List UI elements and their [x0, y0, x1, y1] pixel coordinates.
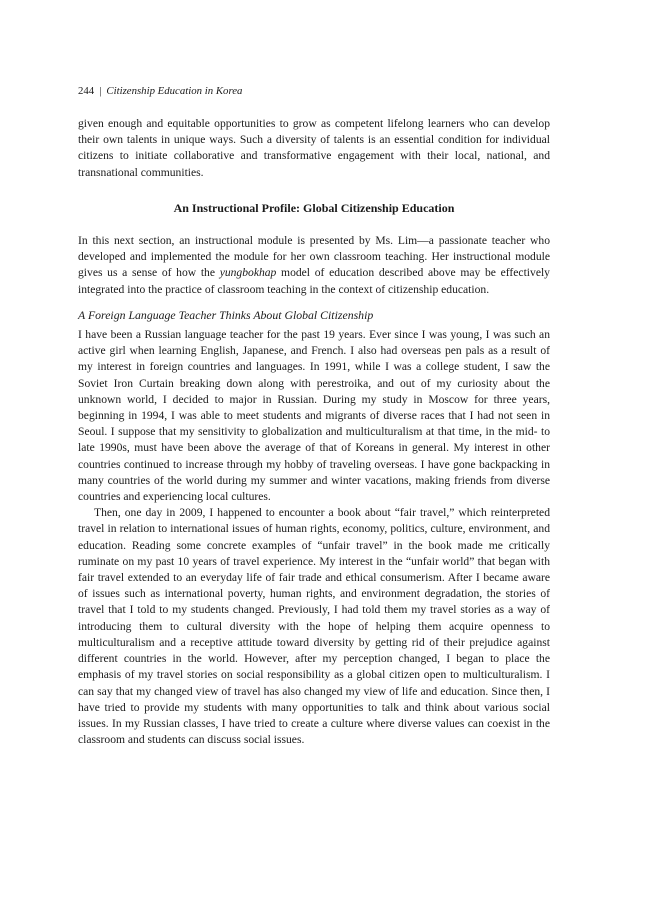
- page-number: 244: [78, 85, 95, 97]
- paragraph-4: Then, one day in 2009, I happened to encounter a book about “fair travel,” which reinterpreted travel in relation to international issues of human rights, economy, politics, culture, environment, and education. Reading some concrete examples of “unfair travel” in the book made me critically ruminate on my past 10 years of travel experience. My interest in the “unfair world” that began with fair travel extended to an everyday life of fair trade and ethical consumerism. After I became aware of issues such as international poverty, human rights, and environment degradation, the stories of travel that I told to my students changed. Previously, I had told them my travel stories as a way of introducing them to cultural diversity with the hope of helping them acquire openness to multiculturalism and a receptive attitude toward diversity by getting rid of their prejudice against different countries in the world. However, after my perception changed, I began to place the emphasis of my travel stories on social responsibility as a global citizen open to multiculturalism. I can say that my changed view of travel has also changed my view of life and education. Since then, I have tried to provide my students with many opportunities to talk and think about various social issues. In my Russian classes, I have tried to create a culture where diverse values can coexist in the classroom and students can discuss social issues.: [78, 506, 550, 747]
- running-head: [78, 84, 550, 98]
- paragraph-2: [78, 233, 550, 298]
- section-heading: An Instructional Profile: Global Citizenship Education: [173, 200, 455, 215]
- paragraph-3: I have been a Russian language teacher for the past 19 years. Ever since I was young, I was such an active girl when learning English, Japanese, and French. I also had overseas pen pals as a result of my interest in foreign countries and languages. In 1991, while I was a college student, I saw the Soviet Iron Curtain breaking down along with perestroika, and out of my curiosity about the unknown world, I decided to major in Russian. During my study in Moscow for three years, beginning in 1994, I was able to meet students and migrants of diverse races that I had not seen in Seoul. I suppose that my sensitivity to globalization and multiculturalism at that time, in the mid- to late 1990s, must have been above the average of that of Koreans in general. My interest in other countries continued to increase through my hobby of traveling overseas. I have gone backpacking in many countries of the world during my summer and winter vacations, making friends from diverse countries and experiencing local cultures.: [78, 328, 550, 504]
- paragraph-2-italic-term: yungbokhap: [219, 266, 277, 280]
- paragraph-1: given enough and equitable opportunities to grow as competent lifelong learners who can develop their own talents in unique ways. Such a diversity of talents is an essential condition for individual citizens to initiate collaborative and transformative engagement with their local, national, and transnational communities.: [78, 117, 550, 179]
- subheading: A Foreign Language Teacher Thinks About Global Citizenship: [78, 307, 374, 322]
- running-head-separator: |: [99, 85, 102, 97]
- paragraph-2-text-a: In this next section, an instructional module is presented by Ms. Lim—a passionate teacher who developed and implemented the module for her own classroom teaching. Her instructional module gives us a sense of how the: [78, 234, 550, 280]
- paragraph-2-text-b: model of education described above may be effectively integrated into the practice of classroom teaching in the context of citizenship education.: [78, 266, 550, 296]
- document-page: [78, 84, 550, 748]
- book-title: Citizenship Education in Korea: [106, 85, 243, 97]
